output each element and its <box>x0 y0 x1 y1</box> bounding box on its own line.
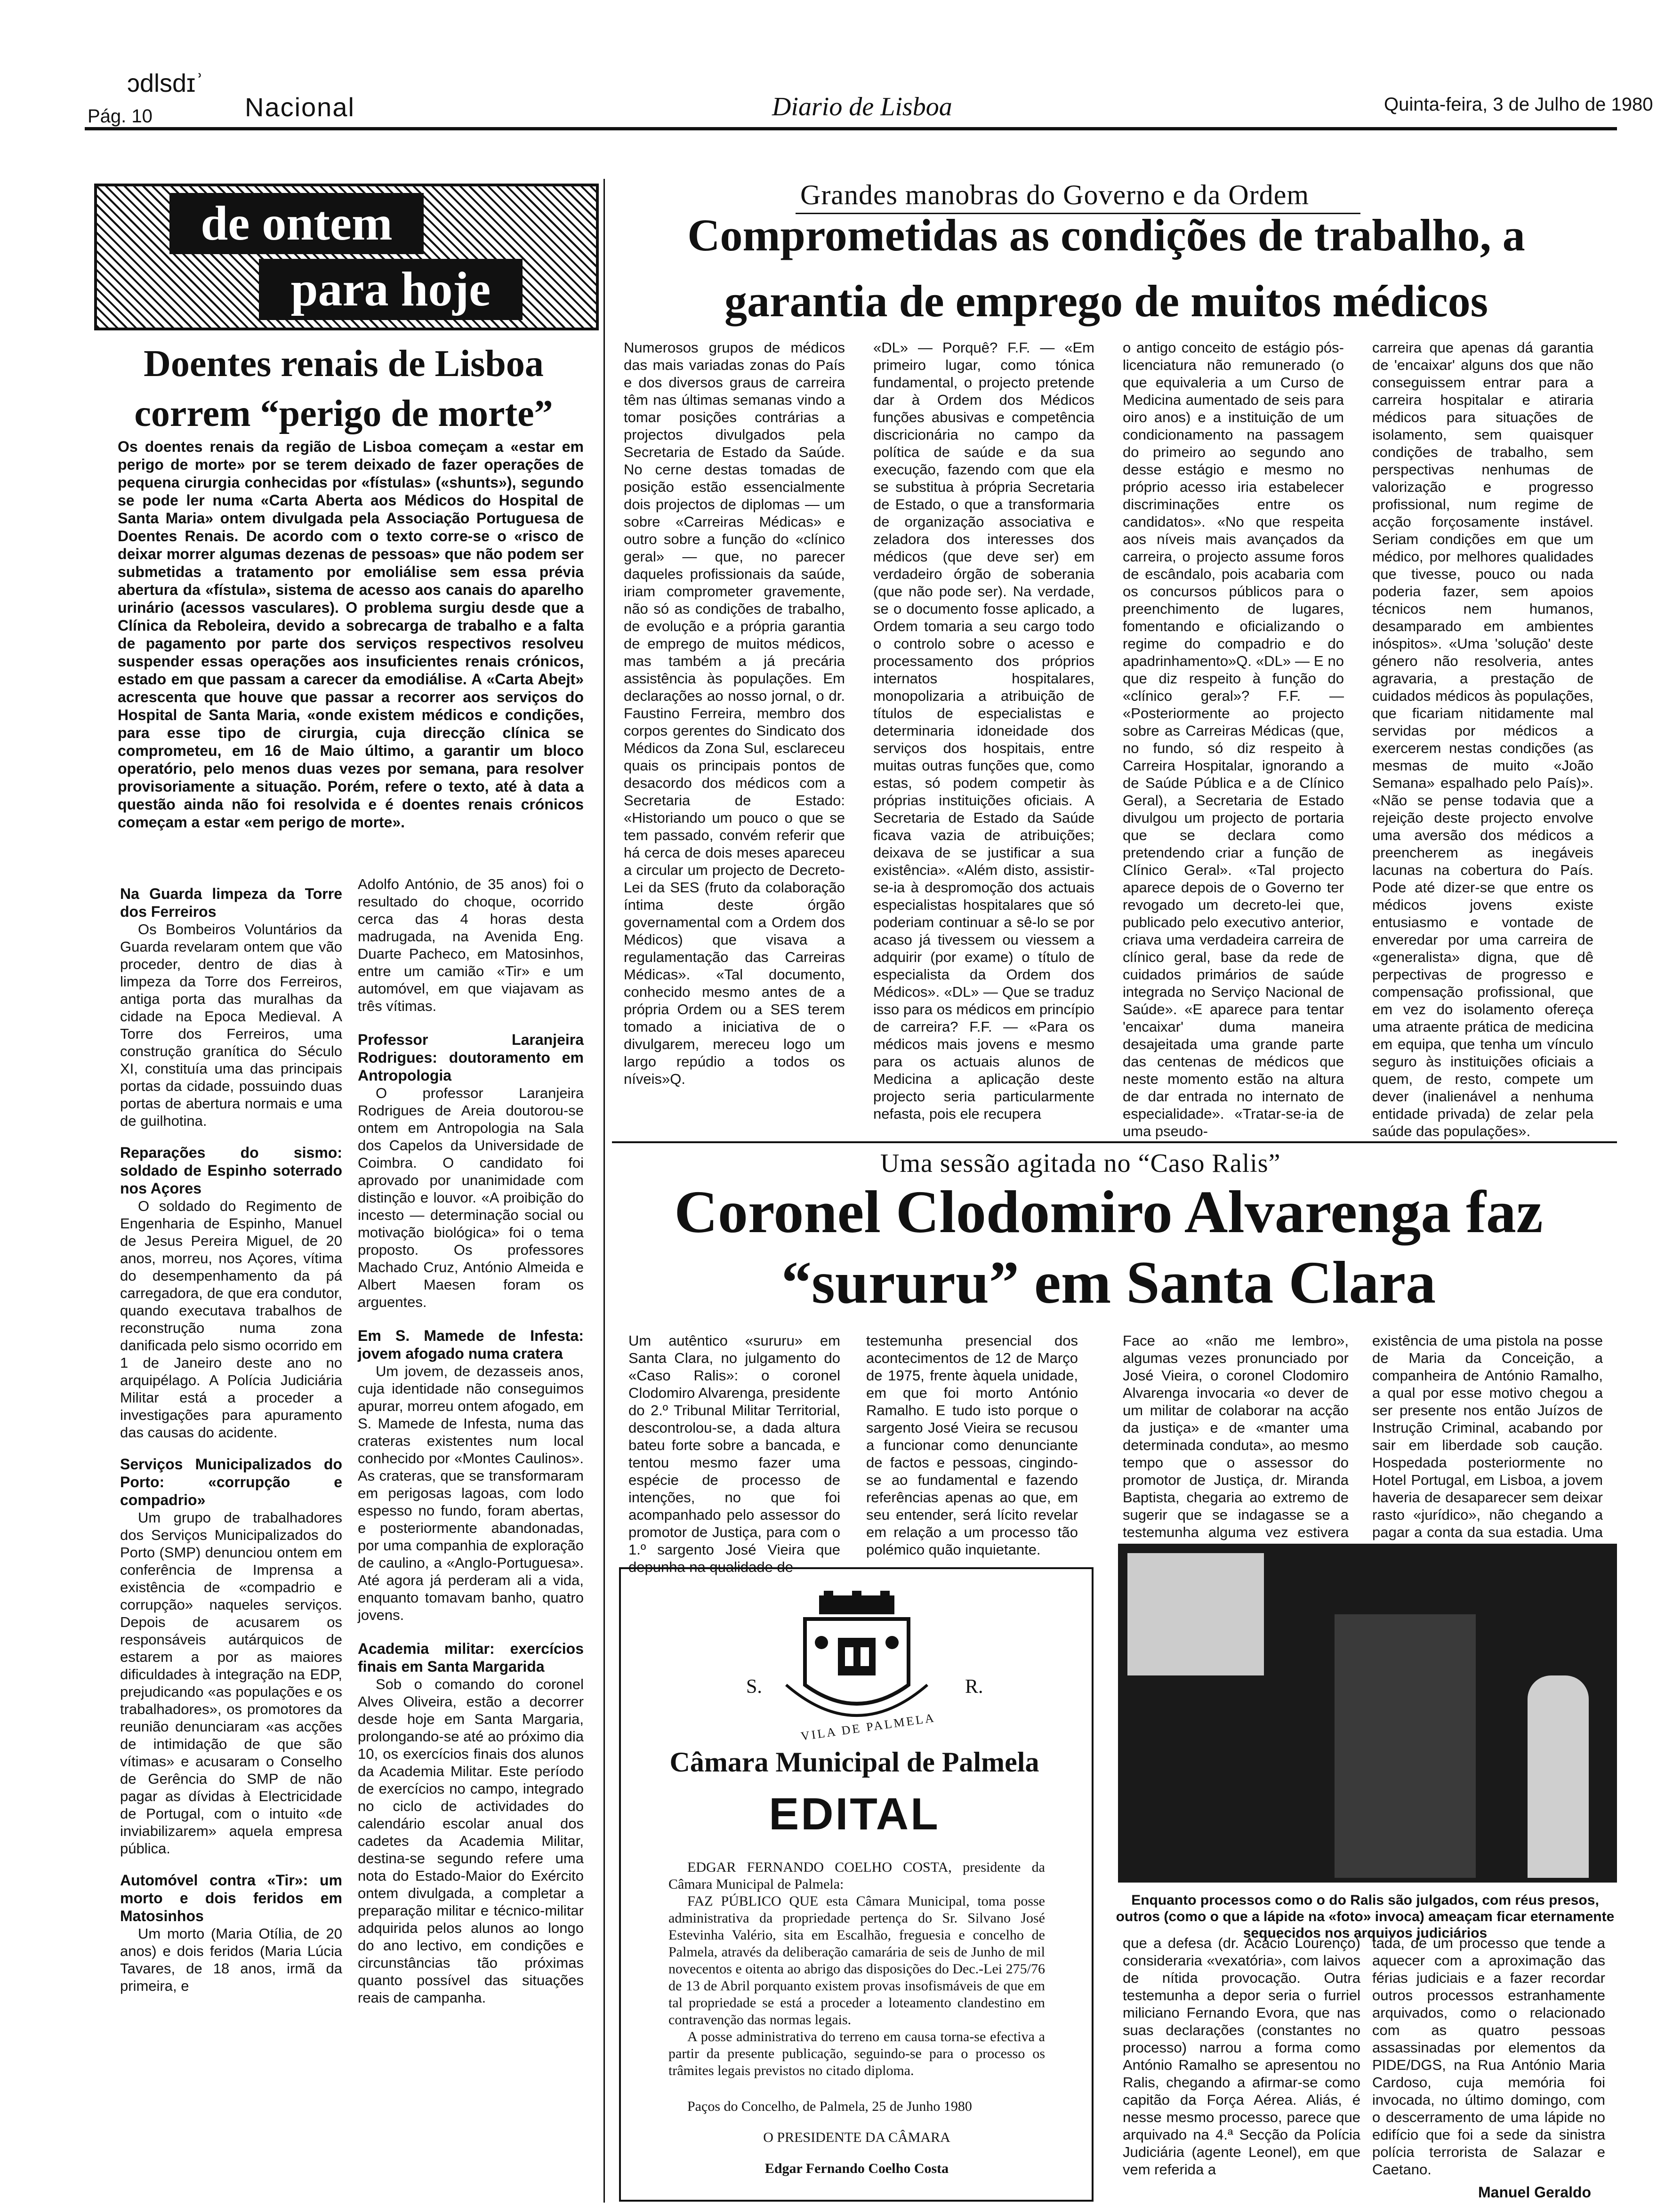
seal-letter-left: S. <box>746 1676 762 1698</box>
brief-headline: Academia militar: exercícios finais em Santa Margarida <box>358 1640 584 1675</box>
brief-text: O soldado do Regimento de Engenharia de Espinho, Manuel de Jesus Pereira Miguel, de 20 anos, morreu, nos Açores, vítima do desempenhamento da pá carregadora, de que era condutor, quando executava trabalhos de reconstrução numa zona danificada pelo sismo ocorrido em 1 de Janeiro deste ano no arquipélago. A Polícia Judiciária Militar está a proceder a investigações para apuramento das causas do acidente. <box>120 1198 342 1441</box>
seal-letter-right: R. <box>965 1676 983 1698</box>
ralis-column: existência de uma pistola na posse de Maria da Conceição, a companheira de António Ramalho, a qual por esse motivo chegou a ser presente nos então Juízos de Instrução Criminal, acabando por sair em liberdade sob caução. Hospedada posteriormente no Hotel Portugal, em Lisboa, a jovem haveria de desaparecer sem deixar rasto «jurídico», não chegando a pagar a conta da sua estadia. Uma <box>1372 1332 1603 1540</box>
photo-caption: Enquanto processos como o do Ralis são julgados, com réus presos, outros (como o que a lápide na «foto» invoca) ameaçam ficar eternamente sequecidos nos arquivos judiciários <box>1116 1892 1615 1941</box>
banner-line2: para hoje <box>259 259 523 320</box>
article-column: carreira que apenas dá garantia de 'encaixar' alguns dos que não conseguissem entrar para a carreira hospitalar e atiraria médicos para situações de isolamento, sem quaisquer condições de trabalho, sem perspectivas nenhumas de valorização e progresso profissional, num regime de acção forçosamente instável. Seriam condições em que um médico, por melhores qualidades que tivesse, pouco ou nada poderia fazer, sem apoios técnicos nem humanos, desamparado em ambientes inóspitos». «Uma 'solução' deste género não resolveria, antes agravaria, a prestação de cuidados médicos às populações, que ficariam nitidamente mal servidas por médicos a exercerem nestas condições (as mesmas de muito «João Semana» espalhado pelo País)». «Não se pense todavia que a rejeição deste projecto envolve uma aversão dos médicos a preencherem as inegáveis lacunas na cobertura do País. Pode até dizer-se que entre os médicos jovens existe entusiasmo e vontade de enveredar por uma carreira de «generalista» digna, que dê perpectivas de progresso e compensação profissional, que em vez do isolamento ofereça uma atraente prática de medicina em equipa, que tenha um vínculo seguro às instituições oficiais a quem, de resto, compete um dever (inalienável a nenhuma entidade privada) de zelar pela saúde das populações». <box>1372 339 1593 1139</box>
brief-headline: Reparações do sismo: soldado de Espinho soterrado nos Açores <box>120 1144 342 1197</box>
news-photo <box>1118 1544 1617 1883</box>
ralis-column-bottom: que a defesa (dr. Acácio Lourenço) consideraria «vexatória», com laivos de nítida provocação. Outra testemunha a depor seria o furriel miliciano Fernando Evora, que nas suas declarações (constantes no processo) narrou a forma como António Ramalho se apresentou no Ralis, chegando a afirmar-se como capitão da Força Aérea. Aliás, é nesse mesmo processo, parece que arquivado na 4.ª Secção da Polícia Judiciária (agente Leonel), em que vem referida a <box>1123 1935 1360 2178</box>
edital-place-date: Paços do Concelho, de Palmela, 25 de Junho 1980 <box>687 2099 972 2114</box>
brief-headline: Automóvel contra «Tir»: um morto e dois feridos em Matosinhos <box>120 1872 342 1924</box>
ralis-column: Um autêntico «sururu» em Santa Clara, no julgamento do «Caso Ralis»: o coronel Clodomiro Alvarenga, presidente do 2.º Tribunal Militar Territorial, descontrolou-se, a dada altura bateu forte sobre a bancada, e tentou mesmo fazer uma espécie de processo de intenções, no que foi acompanhado pelo assessor do promotor de Justiça, para com o 1.º sargento José Vieira que depunha na qualidade de <box>628 1332 840 1575</box>
left-lead: Os doentes renais da região de Lisboa começam a «estar em perigo de morte» por se terem deixado de fazer operações de pequena cirurgia conhecidas por «fístulas» («shunts»), segundo se pode ler numa «Carta Aberta aos Médicos do Hospital de Santa Maria» ontem divulgada pela Associação Portuguesa de Doentes Renais. De acordo com o texto corre-se o «risco de deixar morrer algumas dezenas de pessoas» que não podem ser submetidas a tratamento por emoliálise sem essa prévia abertura da «fístula», sistema de acesso aos canais do aparelho urinário (acessos vasculares). O problema surgiu desde que a Clínica da Reboleira, devido a sobrecarga de trabalho e a falta de pagamento por parte dos serviços respectivos resolveu suspender essas operações aos insuficientes renais crónicos, estado em que passam a carecer da emodiálise. A «Carta Abejt» acrescenta que houve que passar a recorrer aos serviços do Hospital de Santa Maria, «onde existem médicos e condições, para esse tipo de cirurgia, cuja direcção clínica se comprometeu, em 16 de Maio último, a garantir um bloco operatório, pelo menos duas vezes por semana, para resolver provisoriamente a situação. Porém, refere o texto, até à data a questão ainda não foi resolvida e é doentes renais crónicos começam a estar «em perigo de morte». <box>118 438 584 831</box>
ralis-column-bottom: tada, de um processo que tende a aquecer com a aproximação das férias judiciais e a fazer recordar outros processos estranhamente arquivados, como o relacionado com as quatro pessoas assassinadas por elementos da PIDE/DGS, na Rua António Maria Cardoso, cuja memória foi invocada, no último domingo, com o descerramento de uma lápide no edifício que foi a sede da sinistra polícia terrorista de Salazar e Caetano. <box>1372 1935 1605 2178</box>
brief-headline: Em S. Mamede de Infesta: jovem afogado numa cratera <box>358 1327 584 1362</box>
edital-paragraph: FAZ PÚBLICO QUE esta Câmara Municipal, toma posse administrativa da propriedade pertença do Sr. Silvano José Estevinha Valério, sita em Escalhão, freguesia e concelho de Palmela, através da deliberação camarária de seis de Junho de mil novecentos e oitenta ao abrigo das disposições do Dec.-Lei 275/76 de 13 de Abril porquanto existem provas insofismáveis de que em tal propriedade se está a proceder a loteamento clandestino em contravenção das normas legais. <box>668 1893 1045 2028</box>
edital-paragraph: A posse administrativa do terreno em causa torna-se efectiva a partir da presente publicação, seguindo-se para o processo os trâmites legais previstos no citado diploma. <box>668 2029 1045 2078</box>
plaque-image <box>1127 1553 1264 1675</box>
header-rule <box>85 127 1617 130</box>
edital-signature-name: Edgar Fernando Coelho Costa <box>764 2161 949 2176</box>
section-title: Nacional <box>245 92 355 122</box>
article-column: Numerosos grupos de médicos das mais variadas zonas do País e dos diversos graus de carreira têm nas últimas semanas vindo a tomar posições contrárias a projectos divulgados pela Secretaria de Estado da Saúde. No cerne destas tomadas de posição estão essencialmente dois projectos de diplomas — um sobre «Carreiras Médicas» e outro sobre a função do «clínico geral» — que, no parecer daqueles profissionais da saúde, iriam comprometer gravemente, não só as condições de trabalho, de evolução e a própria garantia de emprego de muitos médicos, mas também a já precária assistência às populações. Em declarações ao nosso jornal, o dr. Faustino Ferreira, membro dos corpos gerentes do Sindicato dos Médicos da Zona Sul, esclareceu quais os principais pontos de desacordo dos médicos com a Secretaria de Estado: «Historiando um pouco o que se tem passado, convém referir que há cerca de dois meses apareceu a circular um projecto de Decreto-Lei da SES (fruto da colaboração íntima deste órgão governamental com a Ordem dos Médicos) que visava a regulamentação das Carreiras Médicas». «Tal documento, conhecido mesmo antes de a própria Ordem ou a SES terem tomado a iniciativa de o divulgarem, mereceu logo um largo repúdio a todos os níveis»Q. <box>624 339 845 1087</box>
brief-headline: Professor Laranjeira Rodrigues: doutoramento em Antropologia <box>358 1031 584 1084</box>
ralis-column: Face ao «não me lembro», algumas vezes pronunciado por José Vieira, o coronel Clodomiro Alvarenga invocaria «o dever de um militar de colaborar na acção da justiça» e de «manter uma determinada conduta», ao mesmo tempo que o assessor do promotor de Justiça, dr. Miranda Baptista, chegaria ao extremo de sugerir que se indagasse se a testemunha alguma vez estivera <box>1123 1332 1349 1540</box>
left-column-a <box>120 885 342 1995</box>
edital-paragraph: EDGAR FERNANDO COELHO COSTA, presidente da Câmara Municipal de Palmela: <box>668 1859 1045 1892</box>
article-headline: Comprometidas as condições de trabalho, a garantia de emprego de muitos médicos <box>687 210 1525 326</box>
edital-title: EDITAL <box>769 1789 940 1839</box>
left-headline: Doentes renais de Lisboa correm “perigo de morte” <box>134 343 553 434</box>
masthead-left: ɔdlsdɪʾ <box>127 69 204 97</box>
seal-text: VILA DE PALMELA <box>800 1711 937 1743</box>
ralis-column: testemunha presencial dos acontecimentos de 12 de Março de 1975, frente àquela unidade, em que foi morto António Ramalho. E tudo isto porque o sargento José Vieira se recusou a funcionar como denunciante de factos e pessoas, cingindo-se ao fundamental e fazendo referências apenas ao que, em seu entender, será lícito revelar em relação a um processo tão polémico quão inquietante. <box>866 1332 1078 1558</box>
brief-text: Um morto (Maria Otília, de 20 anos) e dois feridos (Maria Lúcia Tavares, de 18 anos, irmã da primeira, e <box>120 1925 342 1994</box>
brief-text: Adolfo António, de 35 anos) foi o resultado do choque, ocorrido cerca das 4 horas desta madrugada, na Avenida Eng. Duarte Pacheco, em Matosinhos, entre um camião «Tir» e um automóvel, em que viajavam as três vítimas. <box>358 876 584 1014</box>
doorway-image <box>1335 1614 1476 1878</box>
brief-text: Um jovem, de dezasseis anos, cuja identidade não conseguimos apurar, morreu ontem afogado, em S. Mamede de Infesta, numa das crateras existentes num local conhecido por «Montes Caulinos». As crateras, que se transformaram em perigosas lagoas, com lodo espesso no fundo, foram abertas, e posteriormente abandonadas, por uma companhia de exploração de caulino, a «Anglo-Portuguesa». Até agora já perderam ali a vida, enquanto tomavam banho, quatro jovens. <box>358 1363 584 1623</box>
article-column: «DL» — Porquê? F.F. — «Em primeiro lugar, como tónica fundamental, o projecto pretende dar à Ordem dos Médicos funções abusivas e competência discricionária no campo da política de saúde e da sua execução, fazendo com que ela se substitua à própria Secretaria de Estado, o que a transformaria de organização associativa e zeladora dos interesses dos médicos (que deve ser) em verdadeiro órgão de soberania (que não pode ser). Na verdade, se o documento fosse aplicado, a Ordem tomaria a seu cargo todo o controlo sobre o acesso e processamento dos próprios internatos hospitalares, monopolizaria a atribuição de títulos de especialistas e determinaria idoneidade dos serviços dos hospitais, entre muitas outras funções que, como estas, só podem competir às próprias instituições oficiais. A Secretaria de Estado da Saúde ficava vazia de atribuições; deixava de se justificar a sua existência». «Além disto, assistir-se-ia à despromoção dos actuais especialistas hospitalares que só poderiam continuar a sê-lo se por acaso já tivessem ou viessem a adquirir (por exame) o título de especialista da Ordem dos Médicos». «DL» — Que se traduz isso para os médicos em princípio de carreira? F.F. — «Para os médicos mais jovens e mesmo para os actuais alunos de Medicina a aplicação deste projecto seria particularmente nefasta, pois ele recupera <box>873 339 1094 1122</box>
author-byline: Manuel Geraldo <box>1478 2184 1592 2201</box>
person-figure <box>1528 1675 1589 1878</box>
brief-headline: Na Guarda limpeza da Torre dos Ferreiros <box>120 885 342 920</box>
article-kicker: Grandes manobras do Governo e da Ordem <box>800 179 1309 210</box>
brief-text: O professor Laranjeira Rodrigues de Areia doutorou-se ontem em Antropologia na Sala dos Capelos da Universidade de Coimbra. O candidato foi aprovado por unanimidade com distinção e louvor. «A proibição do incesto — determinação social ou motivação biológica» foi o tema proposto. Os professores Machado Cruz, António Almeida e Albert Maesen foram os arguentes. <box>358 1085 584 1310</box>
brief-headline: Serviços Municipalizados do Porto: «corrupção e compadrio» <box>120 1456 342 1508</box>
edital-body <box>668 1859 1045 2177</box>
column-divider <box>603 179 605 2203</box>
newspaper-name: Diario de Lisboa <box>772 92 952 121</box>
section-rule <box>612 1141 1617 1143</box>
left-column-b <box>358 875 584 2006</box>
brief-text: Sob o comando do coronel Alves Oliveira, estão a decorrer desde hoje em Santa Margaria, prolongando-se até ao próximo dia 10, os exercícios finais dos alunos da Academia Militar. Este período de exercícios no campo, integrado no ciclo de actividades do calendário escolar anual dos cadetes da Academia Militar, destina-se segundo refere uma nota do Estado-Maior do Exército ontem divulgada, a completar a preparação militar e técnico-militar adquirida pelos alunos ao longo do ano lectivo, em condições e circunstâncias tão próximas quanto possível das situações reais de campanha. <box>358 1676 584 2006</box>
ralis-headline: Coronel Clodomiro Alvarenga faz “sururu” em Santa Clara <box>674 1178 1543 1316</box>
page-number: Pág. 10 <box>88 106 153 127</box>
issue-date: Quinta-feira, 3 de Julho de 1980 <box>1384 94 1653 115</box>
brief-text: Os Bombeiros Voluntários da Guarda revelaram ontem que vão proceder, dentro de dias à limpeza da Torre dos Ferreiros, antiga porta das muralhas da cidade na Epoca Medieval. A Torre dos Ferreiros, uma construção granítica do Século XI, constituía uma das principais portas da cidade, possuindo duas portas de abertura normais e uma de guilhotina. <box>120 921 342 1129</box>
camara-name: Câmara Municipal de Palmela <box>669 1747 1039 1778</box>
brief-text: Um grupo de trabalhadores dos Serviços Municipalizados do Porto (SMP) denunciou ontem em conferência de Imprensa a existência de «compadrio e corrupção» naqueles serviços. Depois de acusarem os responsáveis autárquicos de estarem a por as maiores dificuldades à integração na EDP, prejudicando «as populações e os trabalhadores», os promotores da reunião denunciaram «as acções de intimidação de que são vítimas» e acusaram o Conselho de Gerência do SMP de não pagar as dívidas à Electricidade de Portugal, com o intuito «de inviabilizarem» aquela empresa pública. <box>120 1509 342 1857</box>
article-column: o antigo conceito de estágio pós-licenciatura não remunerado (o que equivaleria a um Curso de Medicina aumentado de seis para oiro anos) e a instituição de um condicionamento na passagem do primeiro ao segundo ano desse estágio e mesmo no próprio acesso iria estabelecer discriminações entre os candidatos». «No que respeita aos níveis mais avançados da carreira, o projecto assume foros de escândalo, pois acabaria com os concursos públicos para o preenchimento de lugares, fomentando e oficializando o regime do compadrio e do apadrinhamento»Q. «DL» — E no que diz respeito à função do «clínico geral»? F.F. — «Posteriormente ao projecto sobre as Carreiras Médicas (que, no fundo, só diz respeito à Carreira Hospitalar, ignorando a de Saúde Pública e a de Clínico Geral), a Secretaria de Estado divulgou um projecto de portaria que se declara como pretendendo criar a função de Clínico Geral». «Tal projecto aparece depois de o Governo ter revogado um decreto-lei que, publicado pelo executivo anterior, criava uma verdadeira carreira de clínico geral, base da rede de cuidados primários de saúde integrada no Serviço Nacional de Saúde». «E aparece para tentar 'encaixar' duma maneira desajeitada uma grande parte das centenas de médicos que neste momento estão na altura de dar entrada no internato de especialidade». «Tratar-se-ia de uma pseudo- <box>1123 339 1344 1139</box>
ralis-kicker: Uma sessão agitada no “Caso Ralis” <box>880 1149 1281 1178</box>
banner-line1: de ontem <box>169 193 424 254</box>
edital-signature-title: O PRESIDENTE DA CÂMARA <box>763 2130 950 2145</box>
